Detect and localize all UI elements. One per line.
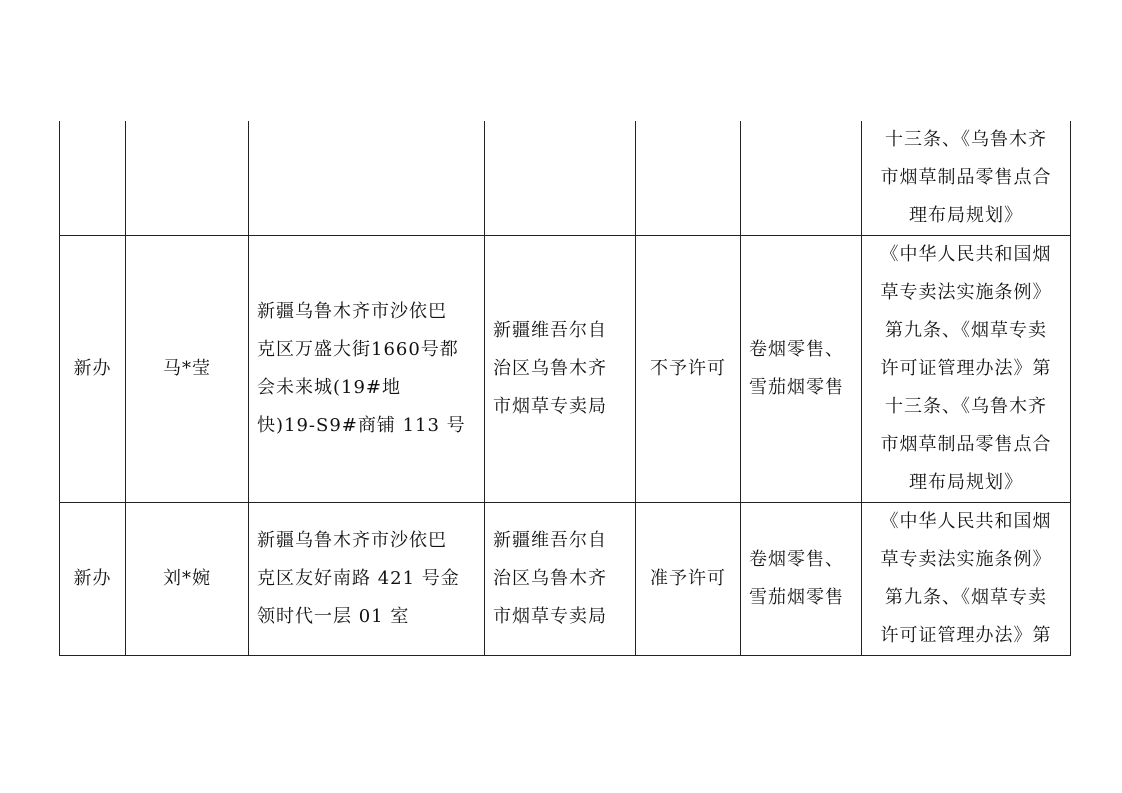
cell-address <box>249 121 485 236</box>
cell-result: 准予许可 <box>636 503 741 656</box>
cell-authority <box>485 236 636 503</box>
basis-line: 《中华人民共和国烟 <box>880 511 1052 532</box>
cell-type <box>60 121 126 236</box>
cell-name: 刘*婉 <box>126 503 249 656</box>
cell-basis <box>862 503 1071 656</box>
address-line: 新疆乌鲁木齐市沙依巴 <box>257 530 447 551</box>
table-row <box>60 503 1071 656</box>
basis-line: 理布局规划》 <box>909 205 1023 226</box>
cell-basis <box>862 236 1071 503</box>
basis-line: 理布局规划》 <box>909 472 1023 493</box>
address-line: 快)19-S9#商铺 113 号 <box>257 415 466 436</box>
authority-line: 市烟草专卖局 <box>493 606 607 627</box>
basis-line: 《中华人民共和国烟 <box>880 244 1052 265</box>
authority-line: 治区乌鲁木齐 <box>493 358 607 379</box>
cell-authority <box>485 503 636 656</box>
cell-scope <box>741 121 862 236</box>
cell-type: 新办 <box>60 236 126 503</box>
basis-line: 十三条、《乌鲁木齐 <box>885 129 1047 150</box>
license-table <box>59 121 1071 656</box>
authority-line: 新疆维吾尔自 <box>493 530 607 551</box>
cell-scope <box>741 503 862 656</box>
basis-line: 草专卖法实施条例》 <box>880 549 1052 570</box>
basis-line: 十三条、《乌鲁木齐 <box>885 396 1047 417</box>
basis-line: 市烟草制品零售点合 <box>880 167 1052 188</box>
table-row <box>60 121 1071 236</box>
cell-scope <box>741 236 862 503</box>
address-line: 领时代一层 01 室 <box>257 606 410 627</box>
scope-line: 雪茄烟零售 <box>749 377 844 398</box>
cell-basis <box>862 121 1071 236</box>
basis-line: 许可证管理办法》第 <box>880 625 1052 646</box>
scope-line: 雪茄烟零售 <box>749 587 844 608</box>
table-row <box>60 236 1071 503</box>
authority-line: 市烟草专卖局 <box>493 396 607 417</box>
address-line: 会未来城(19#地 <box>257 377 402 398</box>
authority-line: 治区乌鲁木齐 <box>493 568 607 589</box>
cell-address <box>249 503 485 656</box>
cell-result: 不予许可 <box>636 236 741 503</box>
basis-line: 第九条、《烟草专卖 <box>885 320 1047 341</box>
address-line: 克区万盛大街1660号都 <box>257 339 459 360</box>
basis-line: 第九条、《烟草专卖 <box>885 587 1047 608</box>
address-line: 新疆乌鲁木齐市沙依巴 <box>257 301 447 322</box>
basis-line: 市烟草制品零售点合 <box>880 434 1052 455</box>
scope-line: 卷烟零售、 <box>749 549 844 570</box>
cell-type: 新办 <box>60 503 126 656</box>
authority-line: 新疆维吾尔自 <box>493 320 607 341</box>
cell-address <box>249 236 485 503</box>
cell-authority <box>485 121 636 236</box>
scope-line: 卷烟零售、 <box>749 339 844 360</box>
cell-name: 马*莹 <box>126 236 249 503</box>
basis-line: 草专卖法实施条例》 <box>880 282 1052 303</box>
cell-name <box>126 121 249 236</box>
basis-line: 许可证管理办法》第 <box>880 358 1052 379</box>
address-line: 克区友好南路 421 号金 <box>257 568 460 589</box>
cell-result <box>636 121 741 236</box>
